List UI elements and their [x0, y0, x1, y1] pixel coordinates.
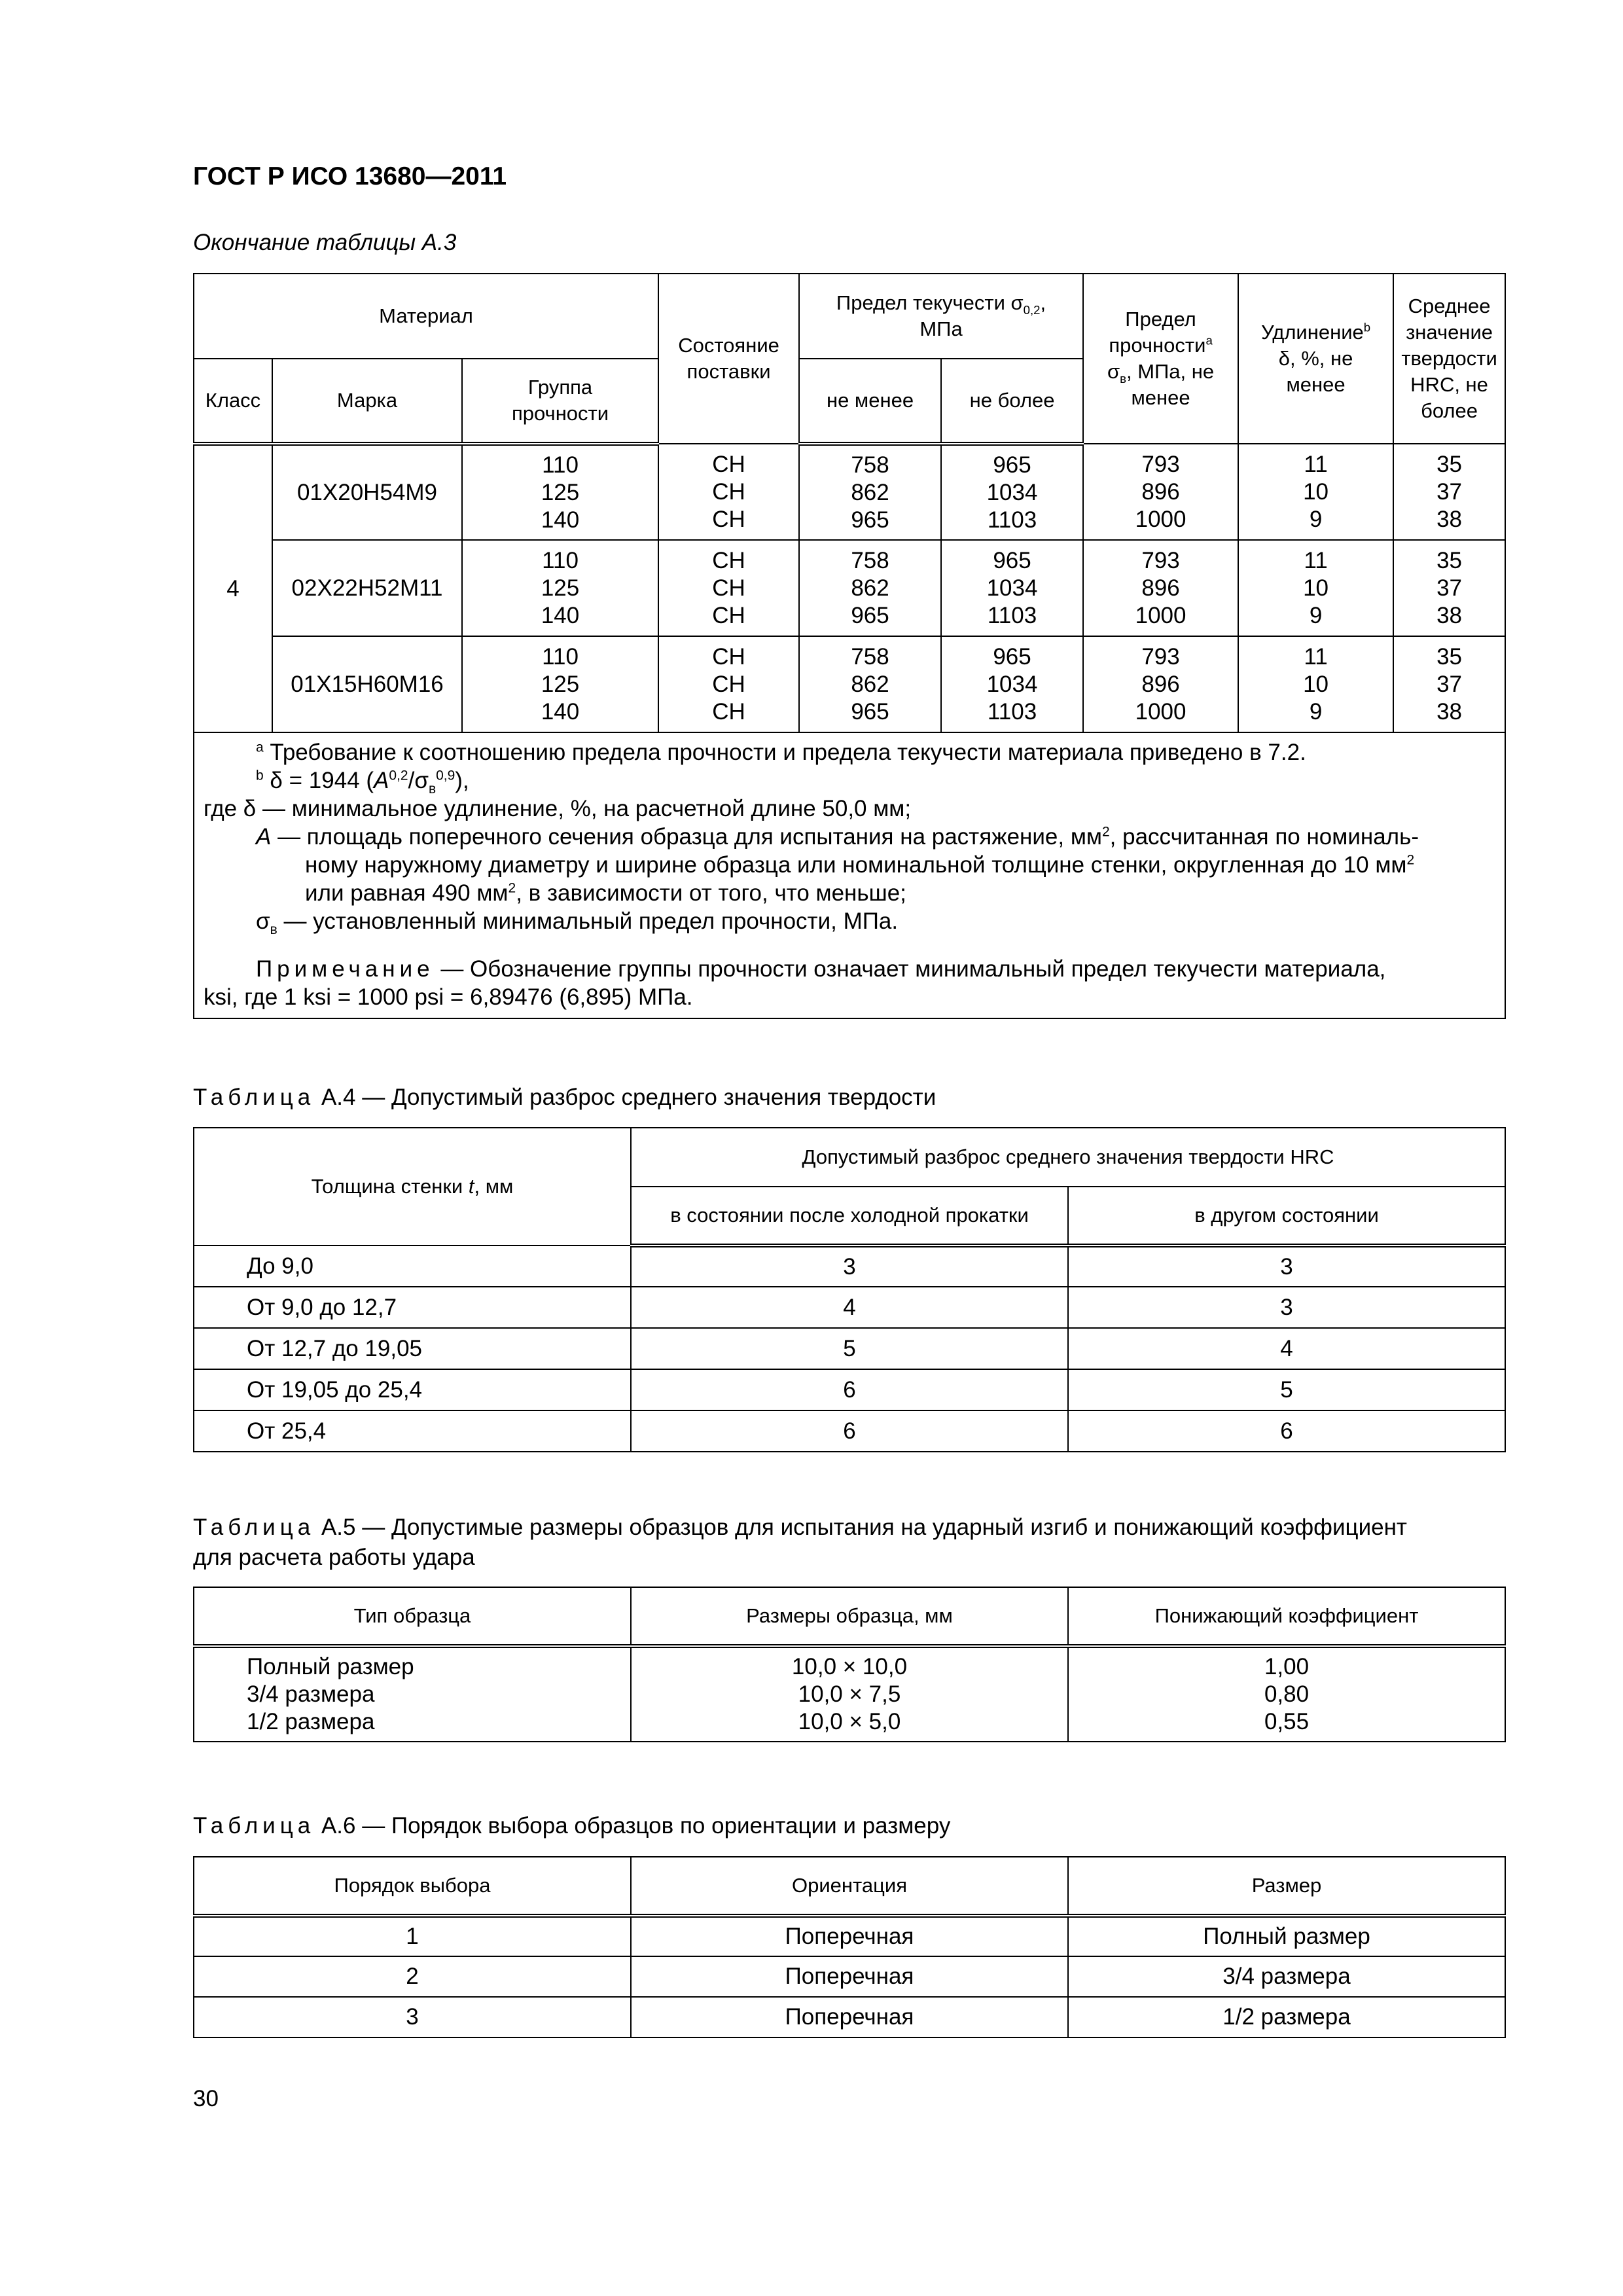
- table-a3-caption: Окончание таблицы А.3: [193, 230, 457, 255]
- table-row: От 9,0 до 12,7 4 3: [194, 1287, 1505, 1328]
- where-area-cont1: ному наружному диаметру и ширине образца или номинальной толщине стенки, округленная до 10 $мм^2$: [305, 852, 1415, 878]
- elongation-cell: 11 10 9: [1238, 444, 1393, 540]
- grade-cell: 01Х15Н60М16: [272, 636, 462, 732]
- table-a5: [193, 1587, 1506, 1742]
- table-row: [194, 636, 1505, 732]
- header-class: Класс: [194, 359, 272, 444]
- yield-max-cell: 965 1034 1103: [941, 636, 1083, 732]
- table-a6: [193, 1856, 1506, 2038]
- table-row: 3 Поперечная 1/2 размера: [194, 1997, 1505, 2037]
- group-cell: 110 125 140: [462, 540, 658, 636]
- table-note-cont: ksi, где 1 ksi = 1000 psi = 6,89476 (6,895) МПа.: [204, 984, 693, 1010]
- yield-min-cell: 758 862 965: [799, 540, 941, 636]
- table-row: От 12,7 до 19,05 5 4: [194, 1328, 1505, 1369]
- table-row: 1 Поперечная Полный размер: [194, 1916, 1505, 1956]
- tensile-cell: 793 896 1000: [1083, 540, 1238, 636]
- hardness-cell: 35 37 38: [1393, 444, 1505, 540]
- grade-cell: 02Х22Н52М11: [272, 540, 462, 636]
- header-orientation: Ориентация: [631, 1857, 1068, 1916]
- document-title: ГОСТ Р ИСО 13680—2011: [193, 162, 507, 190]
- header-other-state: в другом состоянии: [1068, 1187, 1505, 1246]
- header-elongation: Удлинение$^b$ δ, %, не менее: [1238, 274, 1393, 444]
- header-yield-max: не более: [941, 359, 1083, 444]
- where-sigma: $\sigma_в$ — установленный минимальный предел прочности, МПа.: [256, 908, 899, 937]
- sample-type-cell: Полный размер 3/4 размера 1/2 размера: [194, 1646, 631, 1742]
- table-a5-caption: Таблица А.5 — Допустимые размеры образцов для испытания на ударный изгиб и понижающий коэффициент для расчета работы удара: [193, 1515, 1407, 1570]
- group-cell: 110 125 140: [462, 636, 658, 732]
- header-sample-type: Тип образца: [194, 1587, 631, 1646]
- state-cell: СН СН СН: [658, 540, 799, 636]
- where-delta: где δ — минимальное удлинение, %, на расчетной длине 50,0 мм;: [204, 796, 912, 821]
- tensile-cell: 793 896 1000: [1083, 636, 1238, 732]
- where-area-cont2: или равная 490 $мм^2$, в зависимости от того, что меньше;: [305, 880, 906, 906]
- tensile-cell: 793 896 1000: [1083, 444, 1238, 540]
- page-number: 30: [193, 2086, 219, 2111]
- table-row: [194, 1646, 1505, 1742]
- table-row: 2 Поперечная 3/4 размера: [194, 1956, 1505, 1997]
- table-a3: [193, 273, 1506, 1019]
- hardness-cell: 35 37 38: [1393, 636, 1505, 732]
- table-a4: [193, 1127, 1506, 1452]
- yield-min-cell: 758 862 965: [799, 444, 941, 540]
- hardness-cell: 35 37 38: [1393, 540, 1505, 636]
- header-size: Размер: [1068, 1857, 1505, 1916]
- footnote-a: $^a$ Требование к соотношению предела прочности и предела текучести материала приведено в 7.2.: [256, 740, 1306, 765]
- header-selection-order: Порядок выбора: [194, 1857, 631, 1916]
- state-cell: СН СН СН: [658, 444, 799, 540]
- header-tensile: Предел прочности$^a$ $\sigma_в$, МПа, не менее: [1083, 274, 1238, 444]
- elongation-cell: 11 10 9: [1238, 636, 1393, 732]
- state-cell: СН СН СН: [658, 636, 799, 732]
- elongation-cell: 11 10 9: [1238, 540, 1393, 636]
- table-a4-caption: Таблица А.4 — Допустимый разброс среднего значения твердости: [193, 1085, 936, 1110]
- class-value: 4: [194, 444, 272, 732]
- table-a6-caption: Таблица А.6 — Порядок выбора образцов по ориентации и размеру: [193, 1813, 951, 1839]
- notes-row: [194, 732, 1505, 1018]
- reduction-coef-cell: 1,00 0,80 0,55: [1068, 1646, 1505, 1742]
- yield-max-cell: 965 1034 1103: [941, 540, 1083, 636]
- table-row: [194, 540, 1505, 636]
- header-state: Состояние поставки: [658, 274, 799, 444]
- table-row: [194, 444, 1505, 540]
- footnote-b: $^b$ δ = 1944 $(A^{0,2}/\sigma_в^{0,9})$,: [256, 768, 469, 797]
- header-cold-rolled: в состоянии после холодной прокатки: [631, 1187, 1068, 1246]
- header-hardness: Среднее значение твердости HRC, не более: [1393, 274, 1505, 444]
- sample-dims-cell: 10,0 × 10,0 10,0 × 7,5 10,0 × 5,0: [631, 1646, 1068, 1742]
- table-note: Примечание — Обозначение группы прочности означает минимальный предел текучести материала,: [256, 956, 1386, 982]
- header-thickness: Толщина стенки t, мм: [194, 1128, 631, 1246]
- table-a3-notes: [194, 732, 1505, 1018]
- header-reduction-coef: Понижающий коэффициент: [1068, 1587, 1505, 1646]
- table-row: От 19,05 до 25,4 6 5: [194, 1369, 1505, 1410]
- table-row: От 25,4 6 6: [194, 1410, 1505, 1452]
- yield-min-cell: 758 862 965: [799, 636, 941, 732]
- header-grade: Марка: [272, 359, 462, 444]
- header-strength-group: Группа прочности: [462, 359, 658, 444]
- header-material: Материал: [194, 274, 658, 359]
- header-yield: Предел текучести $\sigma_{0,2}$, МПа: [799, 274, 1083, 359]
- header-yield-min: не менее: [799, 359, 941, 444]
- header-sample-dims: Размеры образца, мм: [631, 1587, 1068, 1646]
- where-area: A — площадь поперечного сечения образца для испытания на растяжение, $мм^2$, рассчитанная по номиналь-: [256, 824, 1419, 850]
- group-cell: 110 125 140: [462, 444, 658, 540]
- table-row: До 9,0 3 3: [194, 1246, 1505, 1287]
- header-hardness-spread: Допустимый разброс среднего значения твердости HRC: [631, 1128, 1505, 1187]
- yield-max-cell: 965 1034 1103: [941, 444, 1083, 540]
- grade-cell: 01Х20Н54М9: [272, 444, 462, 540]
